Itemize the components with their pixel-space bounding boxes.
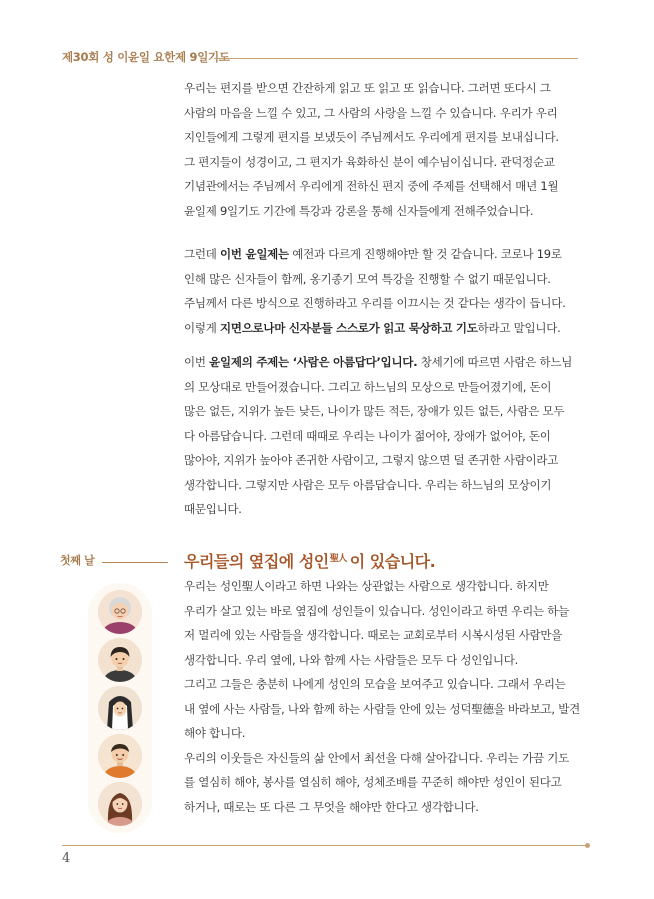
text-line: 다 아름답습니다. 그런데 때때로 우리는 나이가 젊어야, 장애가 없어야, 돈이 [184, 428, 551, 443]
section-title [184, 549, 435, 572]
text-line: 지인들에게 그렇게 편지를 보냈듯이 주님께서도 우리에게 편지를 보내십니다. [184, 130, 559, 144]
text-line: 우리가 살고 있는 바로 옆집에 성인들이 있습니다. 성인이라고 하면 우리는 하늘 [184, 603, 569, 618]
text-line: 윤일제 9일기도 기간에 특강과 강론을 통해 신자들에게 전해주었습니다. [184, 203, 534, 218]
text-line [184, 316, 584, 341]
section-body [184, 574, 584, 819]
text-run: 이번 [184, 355, 210, 369]
text-line: 의 모상대로 만들어졌습니다. 그리고 하느님의 모상으로 만들어졌기에, 돈이 [184, 379, 552, 394]
text-line: 저 멀리에 있는 사람들을 생각합니다. 때로는 교회로부터 시복시성된 사람만을 [184, 628, 563, 642]
text-line: 하거나, 때로는 또 다른 그 무엇을 해야만 한다고 생각합니다. [184, 799, 479, 814]
text-line: 인해 많은 신자들이 함께, 옹기종기 모여 특강을 진행할 수 없기 때문입니다. [184, 271, 551, 286]
text-run: 창세기에 따르면 사람은 하느님 [417, 355, 573, 369]
nun-icon [98, 686, 142, 730]
title-text: 우리들의 옆집에 성인 [184, 552, 329, 571]
text-line: 기념관에서는 주님께서 우리에게 전하신 편지 중에 주제를 선택해서 매년 1월 [184, 179, 559, 193]
intro-paragraph-3 [184, 350, 584, 522]
text-line: 주님께서 다른 방식으로 진행하라고 우리를 이끄시는 것 같다는 생각이 듭니다. [184, 296, 566, 310]
bold-text: 이번 윤일제는 [219, 247, 289, 261]
footer-rule [62, 845, 588, 846]
text-run: 그런데 [184, 247, 220, 261]
text-line [184, 350, 584, 375]
text-line: 많은 없든, 지위가 높든 낮든, 나이가 많든 적든, 장애가 있든 없든, 사람은 모두 [184, 404, 565, 418]
intro-paragraph-2 [184, 242, 584, 340]
text-line: 사람의 마음을 느낄 수 있고, 그 사람의 사랑을 느낄 수 있습니다. 우리가 우리 [184, 105, 558, 120]
title-hanja: 聖人 [329, 554, 347, 564]
text-line: 생각합니다. 그렇지만 사람은 모두 아름답습니다. 우리는 하느님의 모상이기 [184, 477, 552, 492]
page-number: 4 [62, 851, 71, 866]
text-line: 우리는 편지를 받으면 간잔하게 읽고 또 읽고 또 읽습니다. 그러면 또다시 그 [184, 81, 551, 95]
text-line: 그리고 그들은 충분히 나에게 성인의 모습을 보여주고 있습니다. 그래서 우리는 [184, 677, 566, 691]
day-label: 첫째 날 [60, 554, 95, 567]
young-man-icon [98, 638, 142, 682]
text-line: 우리는 성인聖人이라고 하면 나와는 상관없는 사람으로 생각합니다. 하지만 [184, 579, 549, 593]
header-rule [214, 58, 578, 59]
day-rule [102, 562, 168, 563]
elderly-woman-icon [98, 590, 142, 634]
text-line: 우리의 이웃들은 자신들의 삶 안에서 최선을 다해 살아갑니다. 우리는 가끔 기도 [184, 750, 569, 765]
text-line [184, 242, 584, 267]
text-line: 많아야, 지위가 높아야 존귀한 사람이고, 그렇지 않으면 덜 존귀한 사람이라고 [184, 453, 559, 467]
text-line: 를 열심히 해야, 봉사를 열심히 해야, 성체조배를 꾸준히 해야만 성인이 된다고 [184, 775, 562, 789]
woman-icon [98, 782, 142, 826]
text-line: 생각합니다. 우리 옆에, 나와 함께 사는 사람들은 모두 다 성인입니다. [184, 652, 519, 667]
text-run: 예전과 다르게 진행해야만 할 것 같습니다. 코로나 19로 [288, 247, 562, 261]
text-line: 내 옆에 사는 사람들, 나와 함께 하는 사람들 안에 있는 성덕聖德을 바라보고, 발견 [184, 701, 580, 716]
text-run: 이렇게 [184, 320, 220, 335]
bold-text: 지면으로나마 신자분들 스스로가 읽고 묵상하고 기도 [219, 320, 478, 335]
intro-paragraph-1 [184, 76, 584, 223]
running-header: 제30회 성 이윤일 요한제 9일기도 [62, 50, 230, 64]
text-line: 때문입니다. [184, 502, 242, 516]
title-text: 이 있습니다. [349, 552, 436, 571]
boy-icon [98, 734, 142, 778]
text-run: 하라고 말입니다. [477, 320, 561, 335]
text-line: 그 편지들이 성경이고, 그 편지가 육화하신 분이 예수님이십니다. 관덕정순교 [184, 154, 555, 169]
bold-text: 윤일제의 주제는 ‘사람은 아름답다’입니다. [209, 355, 418, 369]
text-line: 해야 합니다. [184, 726, 246, 740]
